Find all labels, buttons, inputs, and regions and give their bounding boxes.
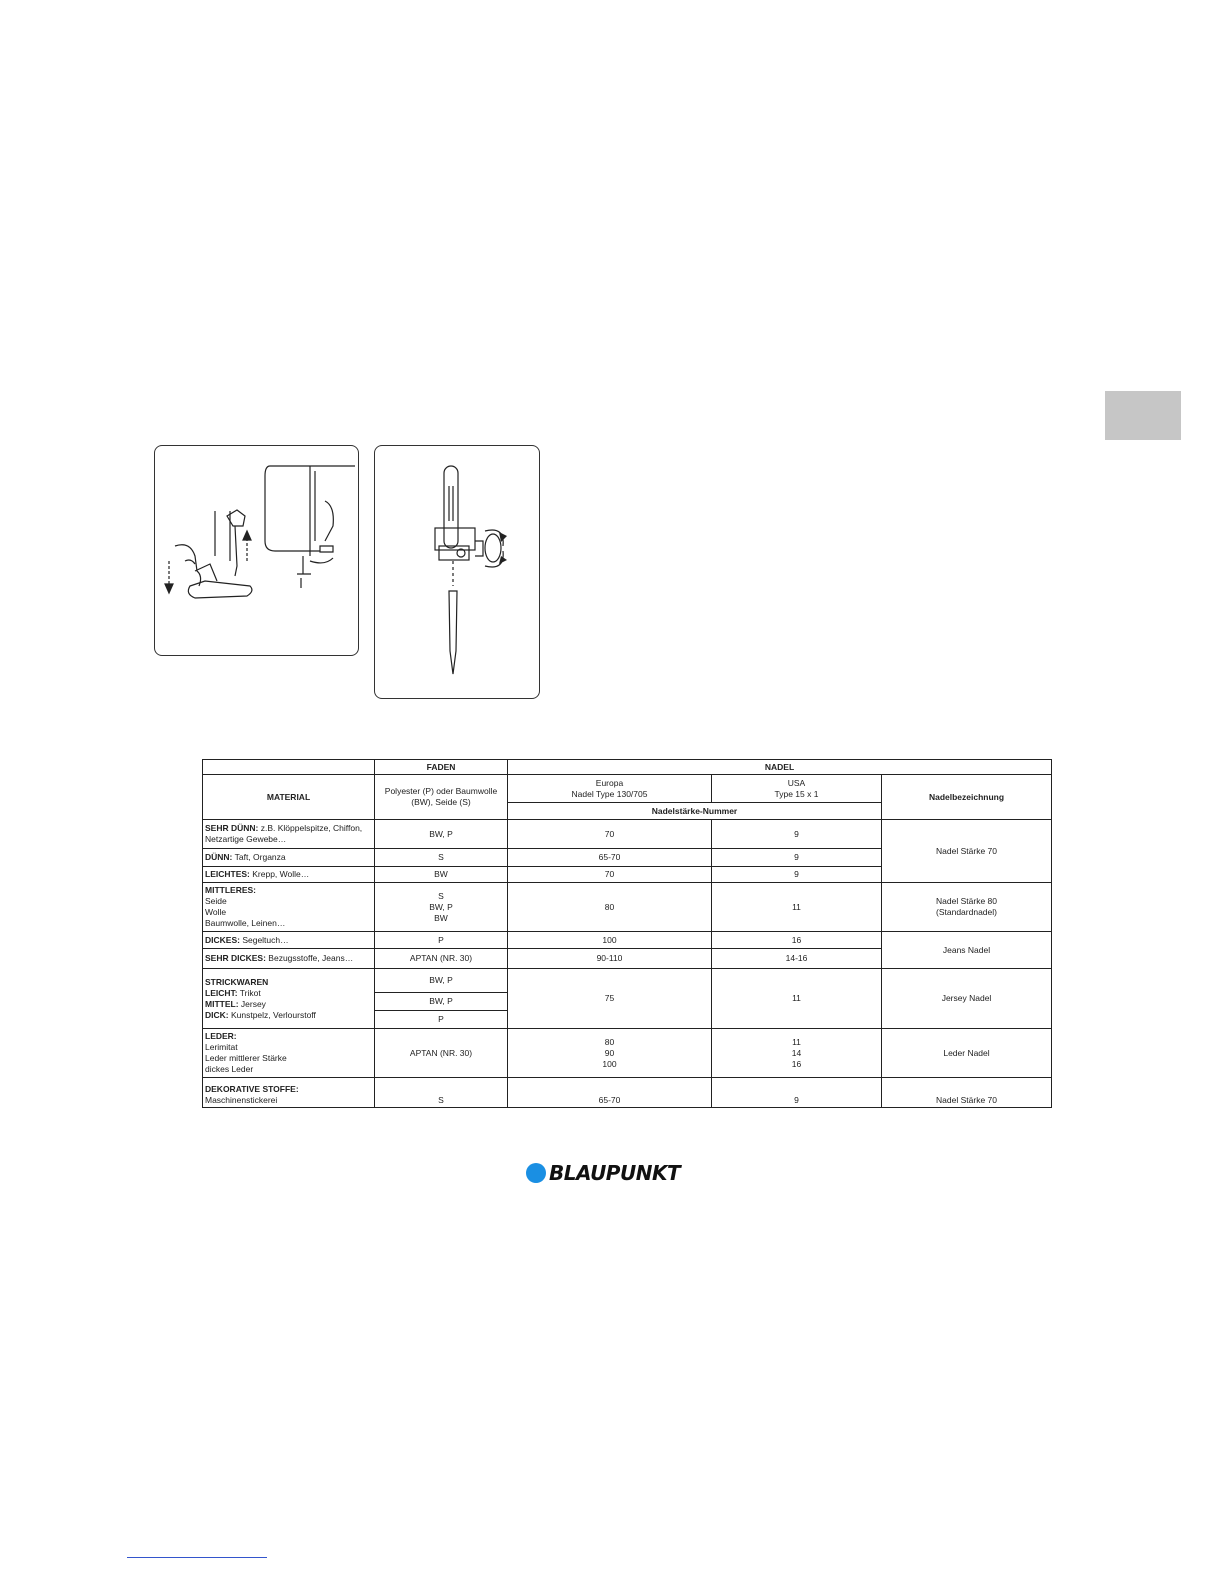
page-tab-marker [1105,391,1181,440]
header-blank [203,760,375,775]
eu-size-cell: 100 [508,932,712,949]
us-size-cell: 11 14 16 [712,1029,882,1078]
table-row-sehr-duenn [203,820,1052,849]
eu-size-cell: 80 [508,883,712,932]
needle-name-cell: Jeans Nadel [882,932,1052,969]
footer-link-underline [127,1557,267,1558]
us-size-cell: 9 [712,849,882,867]
needle-name-cell: Leder Nadel [882,1029,1052,1078]
thread-cell: BW [375,867,508,883]
presser-foot-drawing [155,446,358,655]
table-row-mittleres [203,883,1052,932]
eu-size-cell: 65-70 [508,849,712,867]
thread-cell: BW, P [375,820,508,849]
eu-size-cell: 75 [508,969,712,1029]
logo-dot-icon [526,1163,546,1183]
thread-cell: APTAN (NR. 30) [375,949,508,969]
header-usa: USA Type 15 x 1 [712,775,882,803]
material-cell: LEDER: Lerimitat Leder mittlerer Stärke dickes Leder [203,1029,375,1078]
us-size-cell: 9 [712,867,882,883]
thread-cell: P [375,932,508,949]
needle-thread-table [202,759,1051,1111]
thread-cell: P [375,1011,508,1029]
material-cell: SEHR DICKES: Bezugsstoffe, Jeans… [203,949,375,969]
eu-size-cell: 80 90 100 [508,1029,712,1078]
logo-text: BLAUPUNKT [549,1161,681,1185]
needle-clamp-illustration [374,445,540,699]
thread-cell: BW, P [375,969,508,993]
material-cell: DEKORATIVE STOFFE: Maschinenstickerei [203,1078,375,1108]
needle-name-cell: Nadel Stärke 70 [882,1078,1052,1108]
table-row-dekorative [203,1078,1052,1108]
us-size-cell: 14-16 [712,949,882,969]
us-size-cell: 9 [712,1078,882,1108]
needle-name-cell: Nadel Stärke 80 (Standardnadel) [882,883,1052,932]
header-nadel: NADEL [508,760,1052,775]
thread-cell: APTAN (NR. 30) [375,1029,508,1078]
material-cell: STRICKWAREN LEICHT: Trikot MITTEL: Jersey DICK: Kunstpelz, Verlourstoff [203,969,375,1029]
eu-size-cell: 70 [508,820,712,849]
header-faden: FADEN [375,760,508,775]
thread-cell: S [375,849,508,867]
us-size-cell: 9 [712,820,882,849]
us-size-cell: 11 [712,883,882,932]
table-row-strickwaren [203,969,1052,993]
header-nadelstaerke: Nadelstärke-Nummer [508,803,882,820]
us-size-cell: 16 [712,932,882,949]
header-material: MATERIAL [203,775,375,820]
header-europa: Europa Nadel Type 130/705 [508,775,712,803]
eu-size-cell: 90-110 [508,949,712,969]
material-cell: DÜNN: Taft, Organza [203,849,375,867]
blaupunkt-logo [526,1161,680,1185]
thread-cell: S BW, P BW [375,883,508,932]
thread-cell: BW, P [375,993,508,1011]
needle-name-cell: Nadel Stärke 70 [882,820,1052,883]
us-size-cell: 11 [712,969,882,1029]
table-row-dickes [203,932,1052,949]
needle-name-cell: Jersey Nadel [882,969,1052,1029]
table-row-leder [203,1029,1052,1078]
needle-clamp-drawing [375,446,539,698]
header-nadelbezeichnung: Nadelbezeichnung [882,775,1052,820]
material-cell: SEHR DÜNN: z.B. Klöppelspitze, Chiffon, Netzartige Gewebe… [203,820,375,849]
material-cell: DICKES: Segeltuch… [203,932,375,949]
material-cell: LEICHTES: Krepp, Wolle… [203,867,375,883]
material-cell: MITTLERES: Seide Wolle Baumwolle, Leinen… [203,883,375,932]
header-thread-types: Polyester (P) oder Baumwolle (BW), Seide (S) [375,775,508,820]
thread-cell: S [375,1078,508,1108]
presser-foot-illustration [154,445,359,656]
eu-size-cell: 65-70 [508,1078,712,1108]
eu-size-cell: 70 [508,867,712,883]
